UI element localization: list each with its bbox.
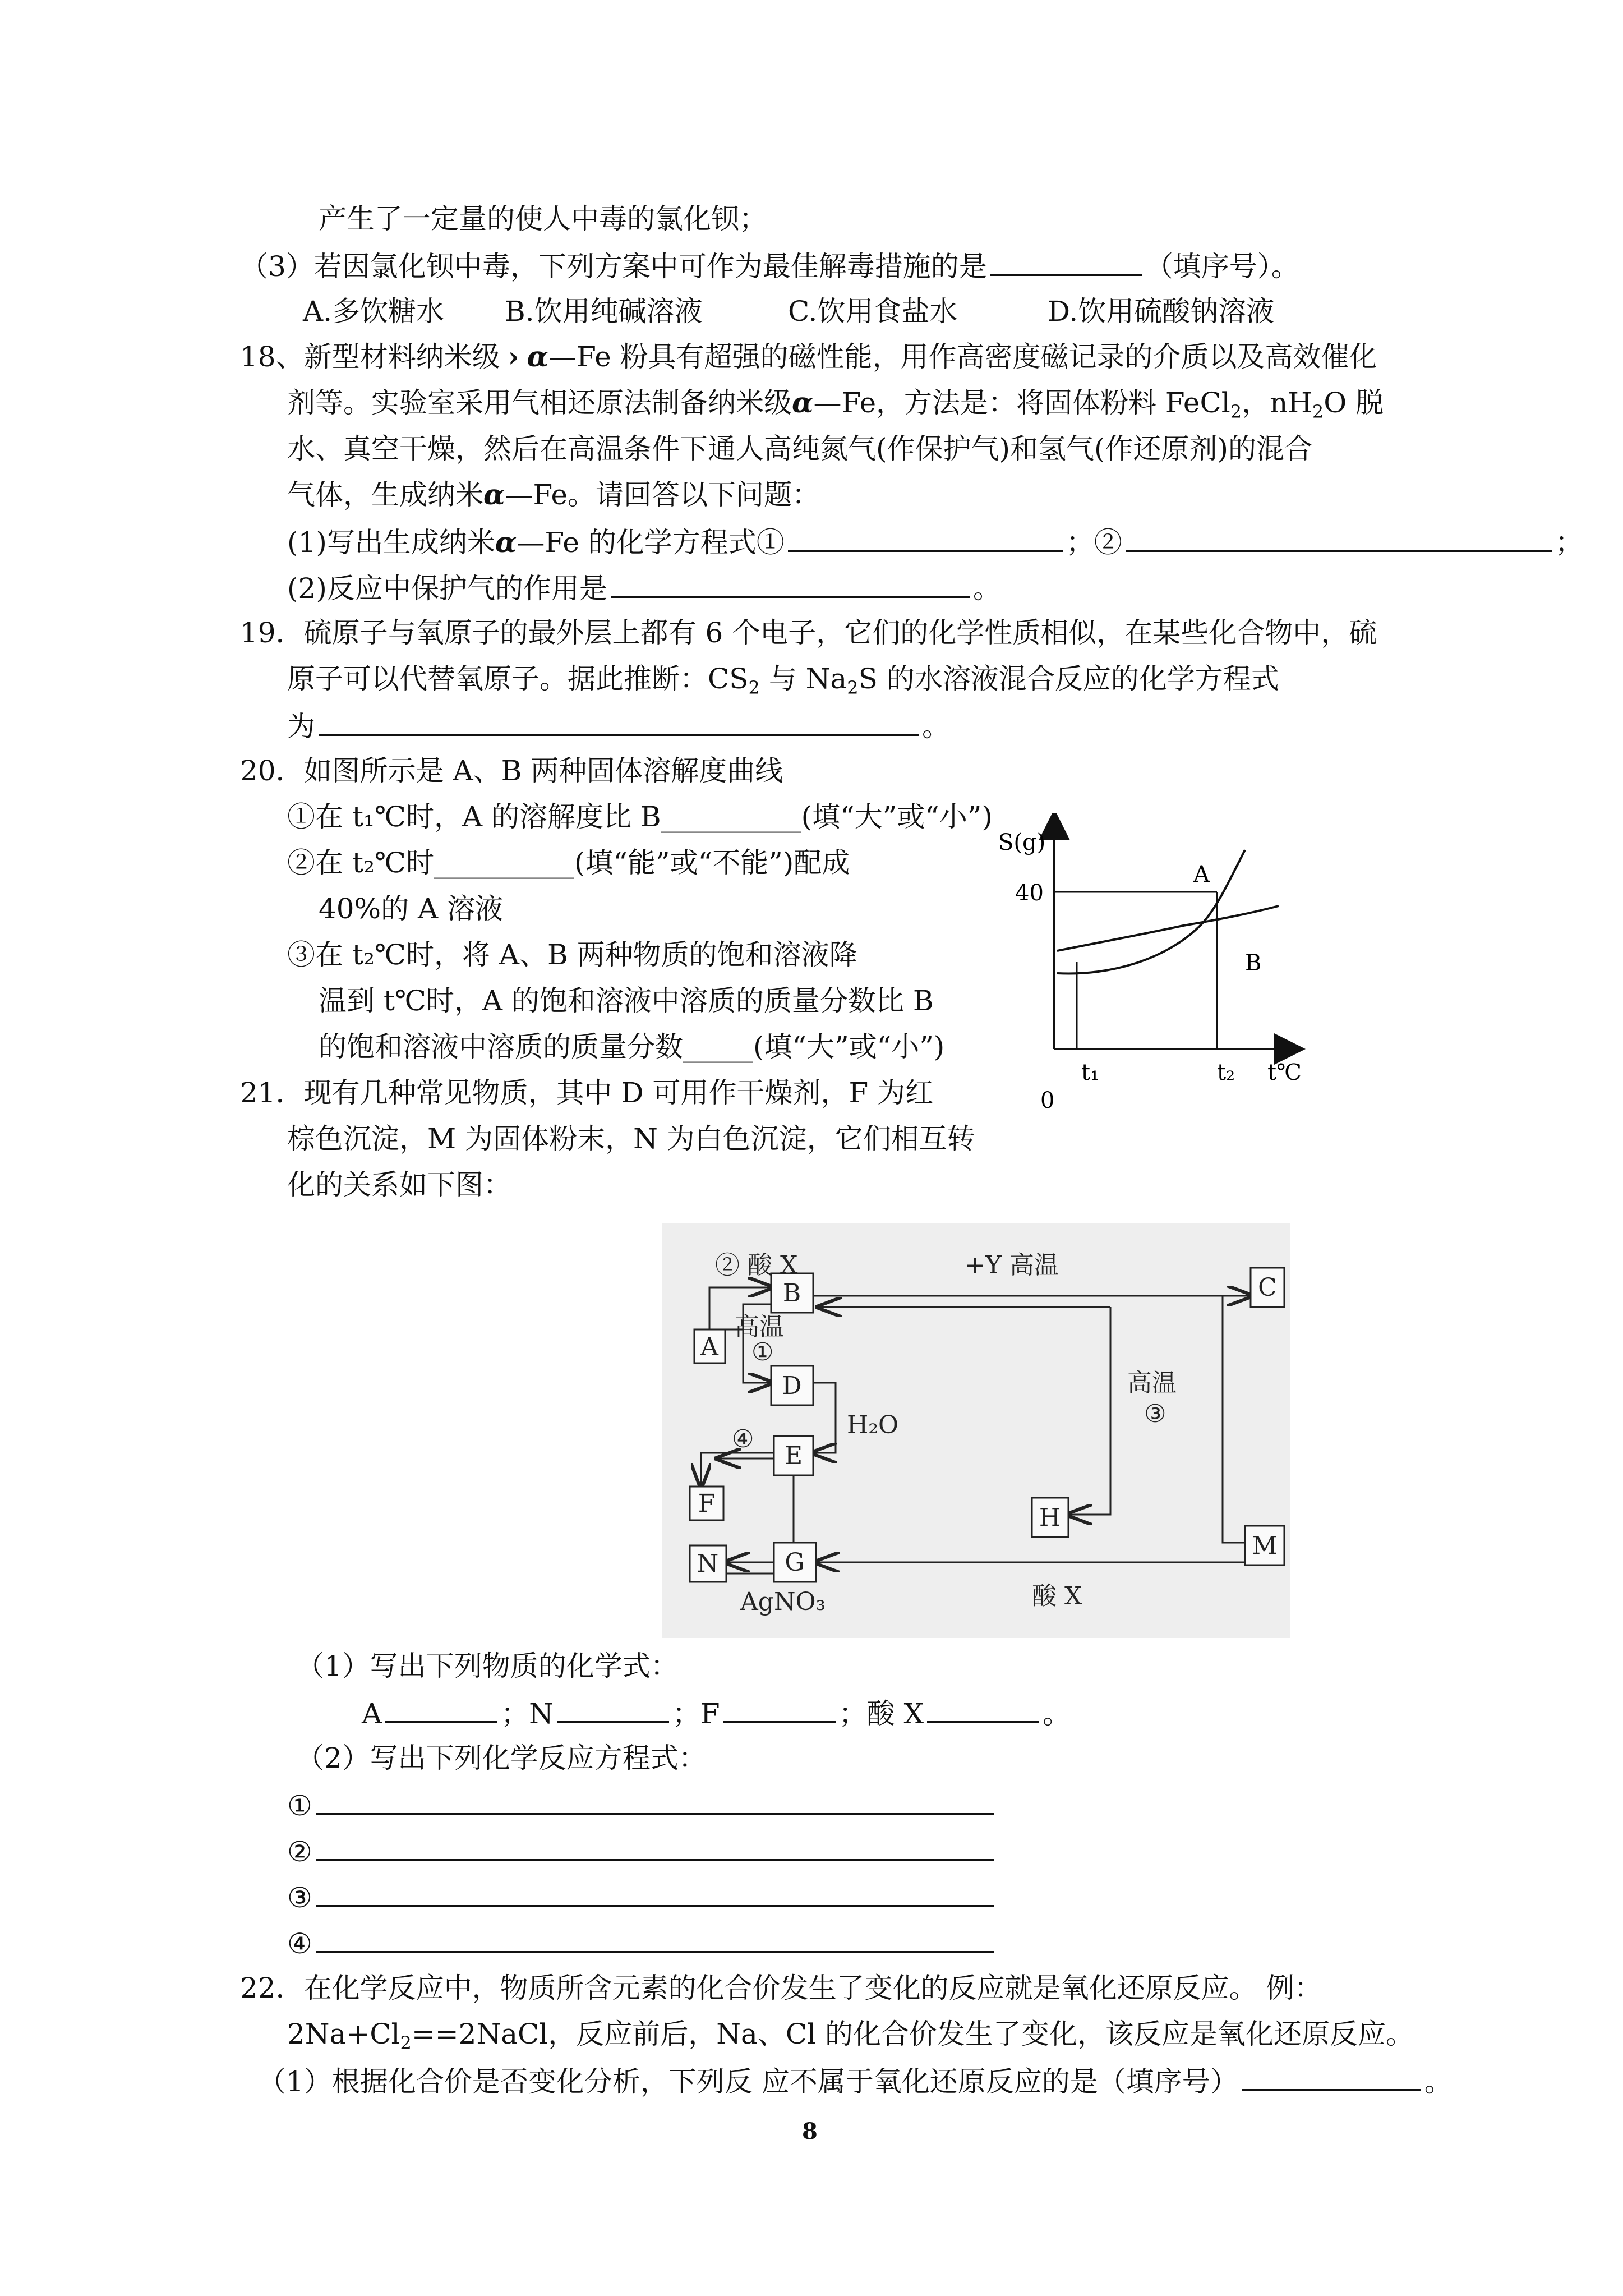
box-f-label: F [698, 1489, 716, 1518]
q22-line-2: $2Na+Cl_2==2NaCl$，反应前后，Na、Cl 的化合价发生了变化，该反应是氧化还原反应。 [287, 2018, 1414, 2054]
box-n-label: N [697, 1549, 719, 1578]
q21-sub-1: （1）写出下列物质的化学式： [296, 1650, 679, 1682]
label-step1: ① [751, 1338, 774, 1366]
label-step4: ④ [732, 1425, 754, 1453]
option-b: B.饮用纯碱溶液 [505, 295, 703, 328]
alpha-symbol: α [527, 340, 549, 373]
q20-line-5: ③在 t₂℃时，将 A、B 两种物质的饱和溶液降 [287, 938, 857, 971]
option-c: C.饮用食盐水 [788, 295, 958, 328]
answer-blank[interactable] [1242, 2063, 1421, 2091]
alpha-symbol: α [792, 386, 814, 419]
q21-line-3: 化的关系如下图： [287, 1168, 511, 1201]
q18-line-2: 剂等。实验室采用气相还原法制备纳米级α—Fe，方法是：将固体粉料 FeCl$_2$，$nH_2O$ 脱 [287, 386, 1384, 422]
x-axis-label: t℃ [1267, 1060, 1302, 1085]
box-c-label: C [1258, 1273, 1277, 1302]
q19-line-3: 为 。 [287, 708, 950, 743]
box-g-label: G [785, 1548, 805, 1577]
q21-sub-2: （2）写出下列化学反应方程式： [296, 1742, 707, 1774]
answer-blank[interactable] [1126, 524, 1552, 552]
q21-sub-1-answers: A ；N ；F ；酸 X 。 [362, 1695, 1071, 1731]
q18-line-5: (1)写出生成纳米α—Fe 的化学方程式① ；② ； [287, 524, 1583, 559]
q21-reaction-2: ② [287, 1833, 998, 1869]
q21-reaction-3: ③ [287, 1879, 998, 1915]
q20-line-7: 的饱和溶液中溶质的质量分数_____(填“大”或“小”) [319, 1030, 945, 1063]
q21-reaction-4: ④ [287, 1925, 998, 1961]
page-number: 8 [802, 2118, 818, 2145]
y-axis-label: S(g) [998, 830, 1046, 855]
box-d-label: D [782, 1372, 802, 1400]
box-h-label: H [1039, 1503, 1061, 1532]
alpha-symbol: α [483, 478, 505, 511]
box-a-label: A [700, 1333, 718, 1361]
q21-line-1: 21．现有几种常见物质，其中 D 可用作干燥剂，F 为红 [240, 1076, 934, 1109]
option-a: A.多饮糖水 [303, 295, 445, 328]
answer-blank[interactable] [611, 570, 970, 598]
answer-blank[interactable] [316, 1833, 994, 1861]
answer-blank[interactable] [316, 1879, 994, 1907]
label-acid-x-step2: ② 酸 X [715, 1251, 798, 1280]
q20-line-4: 40%的 A 溶液 [319, 892, 504, 925]
option-d: D.饮用硫酸钠溶液 [1048, 295, 1275, 328]
curve-b-label: B [1245, 950, 1262, 976]
answer-blank-n[interactable] [557, 1695, 669, 1723]
q21-line-2: 棕色沉淀，M 为固体粉末，N 为白色沉淀，它们相互转 [287, 1122, 975, 1155]
solubility-graph [998, 813, 1312, 1128]
label-agno3: AgNO₃ [740, 1588, 826, 1616]
answer-blank-f[interactable] [723, 1695, 836, 1723]
box-b-label: B [782, 1279, 801, 1308]
box-m-label: M [1252, 1531, 1278, 1560]
x-tick-t2: t₂ [1217, 1060, 1235, 1085]
q22-line-1: 22．在化学反应中，物质所含元素的化合价发生了变化的反应就是氧化还原反应。 例： [240, 1972, 1322, 2004]
q19-line-2: 原子可以代替氧原子。据此推断：$CS_2$ 与 $Na_2S$ 的水溶液混合反应的化学方程式 [287, 662, 1279, 698]
label-h2o: H₂O [847, 1411, 899, 1439]
q22-line-3: （1）根据化合价是否变化分析，下列反 应不属于氧化还原反应的是（填序号） 。 [258, 2063, 1453, 2099]
q20-line-2: ①在 t₁℃时，A 的溶解度比 B__________(填“大”或“小”) [287, 800, 993, 833]
q20-line-6: 温到 t℃时，A 的饱和溶液中溶质的质量分数比 B [319, 984, 934, 1017]
gamma-mark: › [508, 340, 519, 373]
label-acid-x: 酸 X [1032, 1582, 1082, 1611]
answer-blank[interactable] [990, 248, 1142, 276]
box-e-label: E [784, 1442, 803, 1470]
flow-diagram [662, 1223, 1290, 1638]
q21-reaction-1: ① [287, 1787, 998, 1823]
answer-blank[interactable] [319, 708, 919, 736]
alpha-symbol: α [495, 526, 517, 559]
answer-blank[interactable] [316, 1787, 994, 1815]
q19-line-1: 19．硫原子与氧原子的最外层上都有 6 个电子，它们的化学性质相似，在某些化合物中，硫 [240, 616, 1377, 649]
answer-blank[interactable] [316, 1925, 994, 1953]
curve-b [1057, 906, 1279, 951]
text-line: 产生了一定量的使人中毒的氯化钡； [319, 203, 767, 235]
answer-blank-a[interactable] [385, 1695, 497, 1723]
origin-label: 0 [1040, 1088, 1055, 1114]
q20-line-3: ②在 t₂℃时__________(填“能”或“不能”)配成 [287, 846, 850, 879]
x-tick-t1: t₁ [1081, 1060, 1100, 1085]
answer-blank-acid-x[interactable] [927, 1695, 1039, 1723]
q18-line-4: 气体，生成纳米α—Fe。请回答以下问题： [287, 478, 820, 511]
q18-line-6: (2)反应中保护气的作用是 。 [287, 570, 1001, 605]
q20-line-1: 20．如图所示是 A、B 两种固体溶解度曲线 [240, 754, 783, 787]
q18-line-1: 18、新型材料纳米级 › α—Fe 粉具有超强的磁性能，用作高密度磁记录的介质以及高效催化 [240, 340, 1377, 373]
answer-blank[interactable] [788, 524, 1063, 552]
label-high-temp-3: 高温 [1127, 1369, 1177, 1397]
label-plus-y-high-temp: +Y 高温 [965, 1251, 1059, 1280]
label-step3: ③ [1144, 1400, 1166, 1428]
question-3: （3）若因氯化钡中毒，下列方案中可作为最佳解毒措施的是 （填序号）。 [240, 248, 1299, 283]
q18-line-3: 水、真空干燥，然后在高温条件下通人高纯氮气(作保护气)和氢气(作还原剂)的混合 [287, 432, 1313, 465]
curve-a-label: A [1193, 862, 1210, 887]
y-tick-40: 40 [1015, 880, 1044, 906]
label-high-temp: 高温 [735, 1313, 784, 1341]
